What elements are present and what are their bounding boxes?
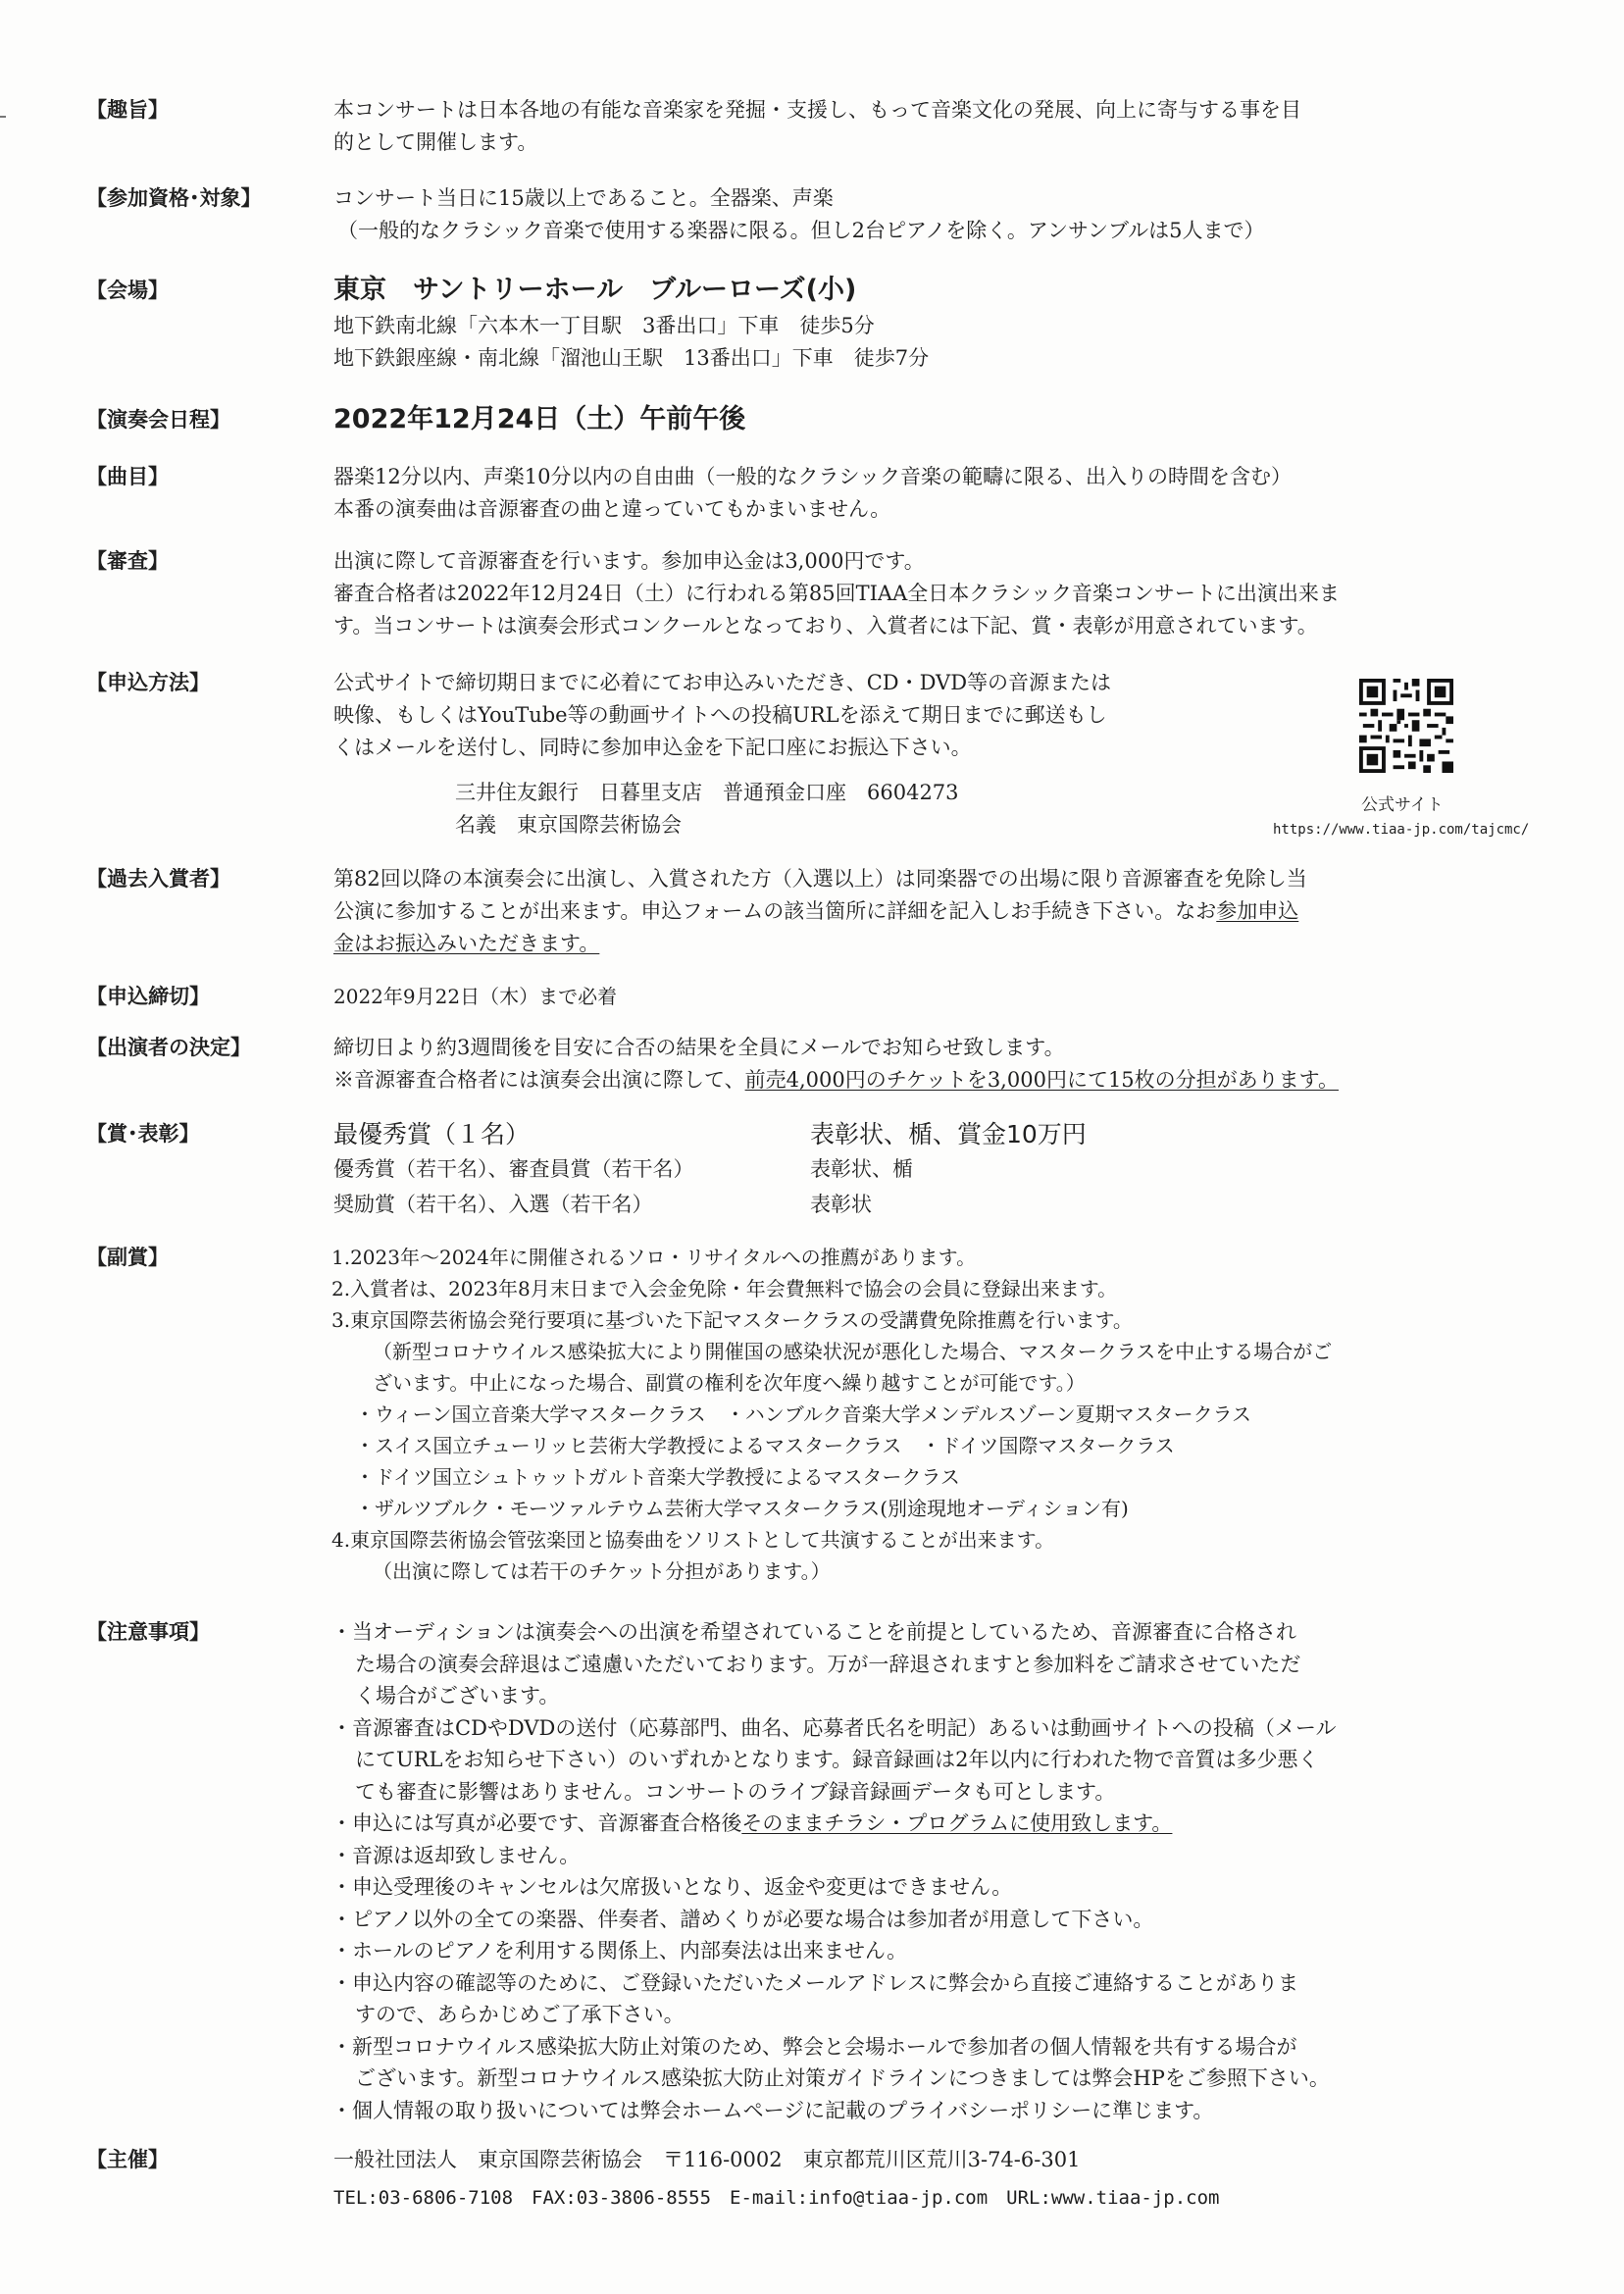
award-prize: 表彰状、楯、賞金10万円 — [810, 1120, 1087, 1148]
date-text — [333, 400, 1532, 439]
screening-line: す。当コンサートは演奏会形式コンクールとなっており、入賞者には下記、賞・表彰が用意されています。 — [333, 614, 1318, 637]
screening-text — [333, 545, 1532, 642]
past-winners-line: 第82回以降の本演奏会に出演し、入賞された方（入選以上）は同楽器での出場に限り音源審査を免除し当 — [333, 867, 1307, 891]
note-item: ・ピアノ以外の全ての楽器、伴奏者、譜めくりが必要な場合は参加者が用意して下さい。 — [331, 1907, 1154, 1931]
selection-line: 締切日より約3週間後を目安に合否の結果を全員にメールでお知らせ致します。 — [333, 1036, 1065, 1059]
award-name: 最優秀賞（１名） — [333, 1120, 531, 1148]
account-holder: 名義 東京国際芸術協会 — [455, 813, 682, 837]
masterclass-item: ・スイス国立チューリッヒ芸術大学教授によるマスタークラス ・ドイツ国際マスタークラス — [355, 1434, 1175, 1457]
eligibility-line: コンサート当日に15歳以上であること。全器楽、声楽 — [333, 186, 834, 210]
application-line: くはメールを送付し、同時に参加申込金を下記口座にお振込下さい。 — [333, 736, 972, 759]
fee-note-underlined: 参加申込 — [1216, 899, 1299, 923]
application-line: 映像、もしくはYouTube等の動画サイトへの投稿URLを添えて期日までに郵送もし — [333, 703, 1107, 727]
bank-account: 三井住友銀行 日暮里支店 普通預金口座 6604273 — [455, 781, 959, 804]
label-extra-prizes: 【副賞】 — [86, 1246, 169, 1269]
past-winners-line-text: 公演に参加することが出来ます。申込フォームの該当箇所に詳細を記入しお手続き下さい。なお — [333, 899, 1217, 923]
note-item: ・申込受理後のキャンセルは欠席扱いとなり、返金や変更はできません。 — [331, 1875, 1013, 1899]
note-cont: く場合がございます。 — [355, 1684, 560, 1708]
bank-info — [455, 777, 959, 841]
label-date: 【演奏会日程】 — [86, 408, 230, 432]
extra-prize-note: （出演に際しては若干のチケット分担があります。） — [373, 1559, 831, 1583]
fee-note-underlined-cont: 金はお振込みいただきます。 — [333, 932, 600, 955]
official-site-url[interactable]: https://www.tiaa-jp.com/tajcmc/ — [1273, 822, 1530, 838]
note-item: ・音源は返却致しません。 — [331, 1843, 581, 1867]
venue-access: 地下鉄南北線「六本木一丁目駅 3番出口」下車 徒歩5分 — [333, 314, 875, 337]
label-deadline: 【申込締切】 — [86, 985, 210, 1008]
masterclass-item: ・ウィーン国立音楽大学マスタークラス ・ハンブルク音楽大学メンデルスゾーン夏期マスタークラス — [355, 1402, 1251, 1426]
application-line: 公式サイトで締切期日までに必着にてお申込みいただき、CD・DVD等の音源または — [333, 671, 1112, 694]
purpose-line: 的として開催します。 — [333, 130, 538, 154]
note-cont: た場合の演奏会辞退はご遠慮いただいております。万が一辞退されますと参加料をご請求させていただ — [355, 1652, 1301, 1676]
venue-access: 地下鉄銀座線・南北線「溜池山王駅 13番出口」下車 徒歩7分 — [333, 346, 930, 370]
venue-text — [333, 271, 1532, 375]
organizer-contact: TEL:03-6806-7108 FAX:03-3806-8555 E-mail:info@tiaa-jp.com URL:www.tiaa-jp.com — [333, 2187, 1220, 2209]
note-item: ・ホールのピアノを利用する関係上、内部奏法は出来ません。 — [331, 1939, 908, 1963]
label-awards: 【賞･表彰】 — [86, 1122, 200, 1146]
award-prize: 表彰状 — [810, 1193, 872, 1216]
note-cont: すので、あらかじめご了承下さい。 — [355, 2003, 685, 2026]
concert-date: 2022年12月24日（土）午前午後 — [333, 404, 746, 434]
extra-prizes-list — [331, 1242, 1532, 1587]
award-row — [333, 1189, 1532, 1224]
notes-list — [331, 1616, 1532, 2126]
extra-prize-item: 2.入賞者は、2023年8月末日まで入会金免除・年会費無料で協会の会員に登録出来ます。 — [331, 1277, 1118, 1300]
selection-text — [333, 1032, 1532, 1096]
label-venue: 【会場】 — [86, 279, 169, 302]
qr-code-icon[interactable] — [1359, 679, 1453, 773]
label-screening: 【審査】 — [86, 549, 169, 573]
deadline-date: 2022年9月22日（木）まで必着 — [333, 985, 618, 1008]
extra-prize-note: （新型コロナウイルス感染拡大により開催国の感染状況が悪化した場合、マスタークラスを中止する場合がご — [373, 1340, 1333, 1363]
note-item — [331, 1808, 1532, 1840]
repertoire-line: 器楽12分以内、声楽10分以内の自由曲（一般的なクラシック音楽の範疇に限る、出入りの時間を含む） — [333, 465, 1293, 488]
application-text — [333, 667, 1271, 764]
note-item: ・個人情報の取り扱いについては弊会ホームページに記載のプライバシーポリシーに準じます。 — [331, 2098, 1214, 2122]
label-selection: 【出演者の決定】 — [86, 1036, 251, 1059]
note-item: ・申込内容の確認等のために、ご登録いただいたメールアドレスに弊会から直接ご連絡することがありま — [331, 1970, 1298, 1995]
venue-name: 東京 サントリーホール ブルーローズ(小) — [333, 275, 857, 305]
note-cont: にてURLをお知らせ下さい）のいずれかとなります。録音録画は2年以内に行われた物で音質は多少悪く — [355, 1748, 1319, 1771]
eligibility-line: （一般的なクラシック音楽で使用する楽器に限る。但し2台ピアノを除く。アンサンブルは5人まで） — [337, 219, 1265, 242]
award-name: 優秀賞（若干名）、審査員賞（若干名） — [333, 1157, 694, 1181]
screening-line: 審査合格者は2022年12月24日（土）に行われる第85回TIAA全日本クラシック音楽コンサートに出演出来ま — [333, 582, 1340, 605]
extra-prize-note: ざいます。中止になった場合、副賞の権利を次年度へ繰り越すことが可能です。） — [373, 1371, 1086, 1395]
organizer-address: 一般社団法人 東京国際芸術協会 〒116-0002 東京都荒川区荒川3-74-6-301 — [333, 2148, 1081, 2171]
ticket-note-underlined: 前売4,000円のチケットを3,000円にて15枚の分担があります。 — [744, 1068, 1339, 1092]
repertoire-line: 本番の演奏曲は音源審査の曲と違っていてもかまいません。 — [333, 497, 891, 521]
qr-caption: 公式サイト — [1361, 795, 1444, 815]
note-item: ・音源審査はCDやDVDの送付（応募部門、曲名、応募者氏名を明記）あるいは動画サイトへの投稿（メール — [331, 1715, 1337, 1740]
note-photo: ・申込には写真が必要です、音源審査合格後 — [331, 1811, 742, 1835]
label-purpose: 【趣旨】 — [86, 98, 169, 122]
scan-mark — [0, 116, 6, 118]
screening-line: 出演に際して音源審査を行います。参加申込金は3,000円です。 — [333, 549, 925, 573]
award-row — [333, 1118, 1532, 1153]
organizer-text — [333, 2144, 1532, 2215]
eligibility-text — [333, 182, 1532, 247]
extra-prize-item: 3.東京国際芸術協会発行要項に基づいた下記マスタークラスの受講費免除推薦を行います。 — [331, 1308, 1133, 1332]
label-repertoire: 【曲目】 — [86, 465, 169, 488]
note-item: ・新型コロナウイルス感染拡大防止対策のため、弊会と会場ホールで参加者の個人情報を共有する場合が — [331, 2034, 1297, 2059]
award-name: 奨励賞（若干名）、入選（若干名） — [333, 1193, 653, 1216]
masterclass-item: ・ドイツ国立シュトゥットガルト音楽大学教授によるマスタークラス — [355, 1465, 960, 1489]
label-past-winners: 【過去入賞者】 — [86, 867, 230, 891]
note-cont: ても審査に影響はありません。コンサートのライブ録音録画データも可とします。 — [355, 1779, 1116, 1804]
label-application: 【申込方法】 — [86, 671, 210, 694]
extra-prize-item: 1.2023年～2024年に開催されるソロ・リサイタルへの推薦があります。 — [331, 1246, 977, 1269]
award-row — [333, 1153, 1532, 1189]
award-prize: 表彰状、楯 — [810, 1157, 913, 1181]
repertoire-text — [333, 461, 1532, 526]
label-organizer: 【主催】 — [86, 2148, 169, 2171]
note-cont: ございます。新型コロナウイルス感染拡大防止対策ガイドラインにつきましては弊会HPをご参照下さい。 — [355, 2066, 1330, 2090]
past-winners-line — [333, 895, 1532, 928]
label-eligibility: 【参加資格･対象】 — [86, 186, 262, 210]
note-item: ・当オーディションは演奏会への出演を希望されていることを前提としているため、音源審査に合格され — [331, 1620, 1297, 1644]
label-notes: 【注意事項】 — [86, 1620, 210, 1644]
deadline-text — [333, 981, 1532, 1013]
note-photo-underlined: そのままチラシ・プログラムに使用致します。 — [741, 1811, 1173, 1835]
masterclass-item: ・ザルツブルク・モーツァルテウム芸術大学マスタークラス(別途現地オーディション有) — [355, 1497, 1129, 1520]
purpose-line: 本コンサートは日本各地の有能な音楽家を発掘・支援し、もって音楽文化の発展、向上に寄与する事を目 — [333, 98, 1301, 122]
extra-prize-item: 4.東京国際芸術協会管弦楽団と協奏曲をソリストとして共演することが出来ます。 — [331, 1528, 1055, 1552]
ticket-note: ※音源審査合格者には演奏会出演に際して、 — [333, 1068, 745, 1092]
selection-line — [333, 1064, 1532, 1096]
purpose-text — [333, 94, 1532, 159]
awards-list — [333, 1118, 1532, 1224]
past-winners-text — [333, 863, 1532, 960]
